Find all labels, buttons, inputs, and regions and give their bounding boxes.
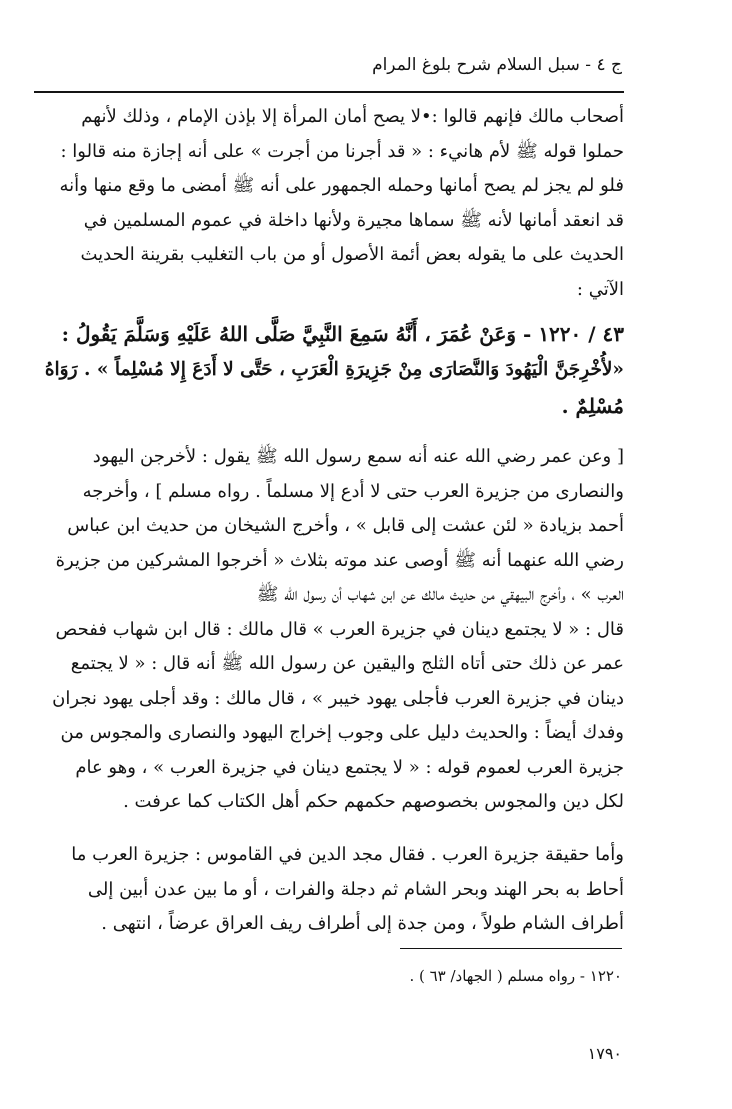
text-line: حملوا قوله ﷺ لأم هانيء : « قد أجرنا من أجرت » على أنه إجازة منه قالوا :: [60, 140, 624, 162]
text-line: أحمد بزيادة « لئن عشت إلى قابل » ، وأخرج الشيخان من حديث ابن عباس: [67, 515, 624, 536]
text-line: جزيرة العرب لعموم قوله : « لا يجتمع دينان في جزيرة العرب » ، وهو عام: [75, 756, 624, 778]
text-line: ٤٣ / ١٢٢٠ - وَعَنْ عُمَرَ ، أَنَّهُ سَمِعَ النَّبِيَّ صَلَّى اللهُ عَلَيْهِ وَسَلَّمَ يَقُولُ :: [61, 322, 624, 346]
text-line: فلو لم يجز لم يصح أمانها وحمله الجمهور على أنه ﷺ أمضى ما وقع منها وأنه: [59, 175, 624, 196]
text-line: لكل دين والمجوس بخصوصهم حكمهم حكم أهل الكتاب كما عرفت .: [123, 791, 624, 812]
text-line: العرب » ، وأخرج البيهقي من حديث مالك عن ابن شهاب أن رسول الله ﷺ: [256, 584, 624, 605]
text-line: والنصارى من جزيرة العرب حتى لا أدع إلا مسلماً . رواه مسلم ] ، وأخرجه: [82, 480, 624, 502]
footnote-rule: [400, 948, 622, 949]
text-line: الآتي :: [576, 278, 624, 300]
header-rule: [34, 91, 624, 93]
text-line: «لأُخْرِجَنَّ الْيَهُودَ وَالنَّصَارَى مِنْ جَزِيرَةِ الْعَرَبِ ، حَتَّى لا أَدَعَ إِلا مُسْلِماً » . رَوَاهُ: [44, 359, 624, 380]
running-header: ج ٤ - سبل السلام شرح بلوغ المرام: [372, 55, 622, 75]
commentary-paragraph-main: [34, 440, 624, 820]
text-line: مُسْلِمٌ .: [561, 394, 624, 418]
text-line: أصحاب مالك فإنهم قالوا :•لا يصح أمان المرأة إلا بإذن الإمام ، وذلك لأنهم: [81, 106, 624, 127]
text-line: وفدك أيضاً : والحديث دليل على وجوب إخراج اليهود والنصارى والمجوس من: [60, 722, 624, 743]
text-line: [ وعن عمر رضي الله عنه أنه سمع رسول الله ﷺ يقول : لأخرجن اليهود: [92, 446, 624, 467]
commentary-paragraph-definition: [34, 838, 624, 942]
text-line: قال : « لا يجتمع دينان في جزيرة العرب » قال مالك : قال ابن شهاب ففحص: [55, 618, 624, 640]
text-line: أطراف الشام طولاً ، ومن جدة إلى أطراف ريف العراق عرضاً ، انتهى .: [101, 913, 624, 934]
text-line: قد انعقد أمانها لأنه ﷺ سماها مجيرة ولأنها داخلة في عموم المسلمين في: [83, 209, 624, 231]
text-line: الحديث على ما يقوله بعض أئمة الأصول أو من باب التغليب بقرينة الحديث: [80, 244, 624, 265]
hadith-text: [34, 316, 624, 424]
page-number: ١٧٩٠: [587, 1044, 622, 1063]
text-line: رضي الله عنهما أنه ﷺ أوصى عند موته بثلاث « أخرجوا المشركين من جزيرة: [55, 549, 624, 571]
text-line: أحاط به بحر الهند وبحر الشام ثم دجلة والفرات ، أو ما بين عدن أبين إلى: [87, 878, 624, 900]
commentary-paragraph-intro: [34, 100, 624, 307]
text-line: دينان في جزيرة العرب فأجلى يهود خيبر » ، قال مالك : وقد أجلى يهود نجران: [52, 687, 624, 709]
text-line: عمر عن ذلك حتى أتاه الثلج واليقين عن رسول الله ﷺ أنه قال : « لا يجتمع: [70, 653, 624, 674]
text-line: وأما حقيقة جزيرة العرب . فقال مجد الدين في القاموس : جزيرة العرب ما: [71, 844, 624, 865]
footnote: ١٢٢٠ - رواه مسلم ( الجهاد/ ٦٣ ) .: [409, 967, 622, 985]
